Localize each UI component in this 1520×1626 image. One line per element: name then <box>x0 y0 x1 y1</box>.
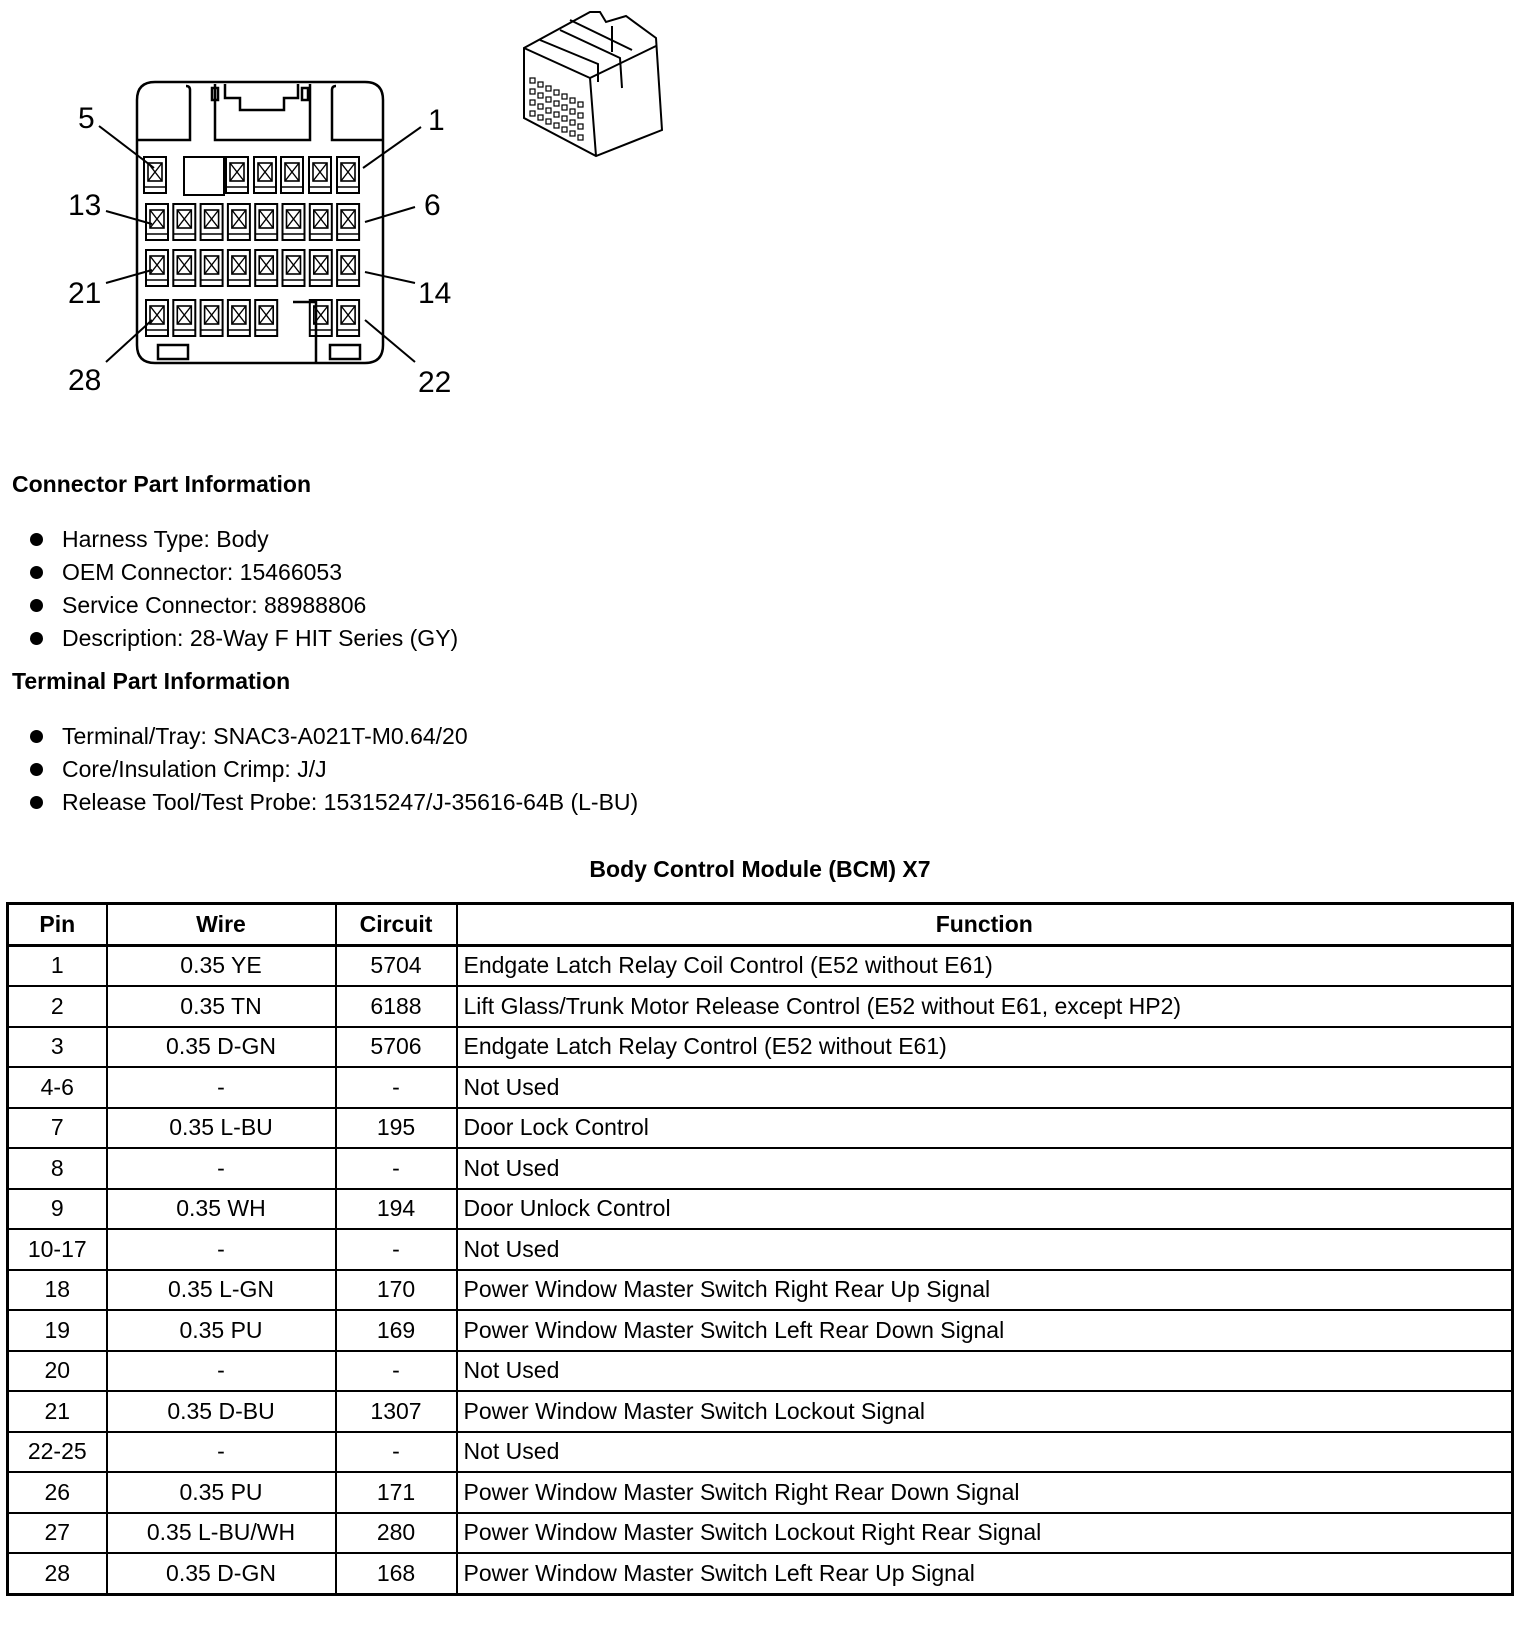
list-item <box>30 523 458 556</box>
iso-pin-cavity <box>530 78 535 83</box>
iso-pin-cavity <box>530 100 535 105</box>
iso-pin-cavity <box>530 111 535 116</box>
crimp-text: Core/Insulation Crimp: J/J <box>62 756 327 782</box>
iso-pin-cavity <box>538 115 543 120</box>
bullet-icon <box>30 533 43 546</box>
function-cell: Power Window Master Switch Right Rear Up Signal <box>457 1270 1513 1311</box>
iso-pin-cavity <box>554 90 559 95</box>
wire-cell: 0.35 WH <box>107 1189 336 1230</box>
pin-cell: 3 <box>8 1027 107 1068</box>
terminal-cavity <box>310 250 332 286</box>
function-cell: Not Used <box>457 1351 1513 1392</box>
wire-cell: - <box>107 1351 336 1392</box>
iso-pin-cavity <box>546 97 551 102</box>
function-cell: Power Window Master Switch Lockout Right Rear Signal <box>457 1513 1513 1554</box>
circuit-cell: 169 <box>336 1310 457 1351</box>
iso-pin-cavity <box>562 127 567 132</box>
callout-pin-1: 1 <box>428 104 445 137</box>
function-cell: Door Unlock Control <box>457 1189 1513 1230</box>
header-function: Function <box>457 904 1513 946</box>
terminal-cavity <box>337 157 359 193</box>
circuit-cell: - <box>336 1351 457 1392</box>
function-cell: Not Used <box>457 1229 1513 1270</box>
pin-cell: 1 <box>8 945 107 986</box>
function-cell: Power Window Master Switch Lockout Signal <box>457 1391 1513 1432</box>
iso-pin-cavity <box>546 119 551 124</box>
iso-pin-cavity <box>562 94 567 99</box>
circuit-cell: 5704 <box>336 945 457 986</box>
wire-cell: 0.35 PU <box>107 1310 336 1351</box>
pin-cell: 4-6 <box>8 1067 107 1108</box>
terminal-cavity <box>283 250 305 286</box>
iso-pin-cavity <box>562 116 567 121</box>
callout-pin-13: 13 <box>68 189 102 222</box>
table-row <box>8 1229 1513 1270</box>
iso-pin-cavity <box>570 131 575 136</box>
pin-cell: 27 <box>8 1513 107 1554</box>
pin-cell: 18 <box>8 1270 107 1311</box>
iso-pin-cavity <box>538 93 543 98</box>
terminal-cavities <box>144 157 359 336</box>
terminal-cavity <box>173 300 195 336</box>
pin-cell: 28 <box>8 1553 107 1594</box>
connector-part-info-list <box>30 523 458 655</box>
oem-connector-text: OEM Connector: 15466053 <box>62 559 343 585</box>
wire-cell: - <box>107 1148 336 1189</box>
circuit-cell: 280 <box>336 1513 457 1554</box>
iso-pin-cavity <box>570 120 575 125</box>
table-row <box>8 986 1513 1027</box>
table-row <box>8 1067 1513 1108</box>
circuit-cell: 194 <box>336 1189 457 1230</box>
wire-cell: 0.35 PU <box>107 1472 336 1513</box>
table-row <box>8 1148 1513 1189</box>
circuit-cell: - <box>336 1432 457 1473</box>
terminal-cavity <box>255 300 277 336</box>
table-row <box>8 1189 1513 1230</box>
iso-pin-cavity <box>554 123 559 128</box>
circuit-cell: 171 <box>336 1472 457 1513</box>
pin-cell: 2 <box>8 986 107 1027</box>
function-cell: Not Used <box>457 1067 1513 1108</box>
table-row <box>8 1108 1513 1149</box>
harness-type-text: Harness Type: Body <box>62 526 269 552</box>
wire-cell: 0.35 TN <box>107 986 336 1027</box>
function-cell: Power Window Master Switch Left Rear Down Signal <box>457 1310 1513 1351</box>
terminal-cavity <box>254 157 276 193</box>
pinout-table-caption: Body Control Module (BCM) X7 <box>589 856 931 882</box>
table-row <box>8 1513 1513 1554</box>
wire-cell: 0.35 YE <box>107 945 336 986</box>
terminal-cavity <box>310 204 332 240</box>
terminal-cavity <box>173 204 195 240</box>
pin-cell: 10-17 <box>8 1229 107 1270</box>
iso-pin-cavity <box>554 101 559 106</box>
list-item <box>30 786 638 819</box>
iso-pin-cavity <box>562 105 567 110</box>
function-cell: Not Used <box>457 1148 1513 1189</box>
bullet-icon <box>30 566 43 579</box>
callout-leaders <box>99 126 421 362</box>
wire-cell: 0.35 D-GN <box>107 1027 336 1068</box>
callout-pin-22: 22 <box>418 366 452 399</box>
bullet-icon <box>30 599 43 612</box>
connector-isometric-view <box>524 12 662 156</box>
connector-face-diagram <box>0 0 700 420</box>
bullet-icon <box>30 730 43 743</box>
circuit-cell: - <box>336 1067 457 1108</box>
wire-cell: 0.35 D-BU <box>107 1391 336 1432</box>
callout-pin-6: 6 <box>424 189 441 222</box>
pin-cell: 26 <box>8 1472 107 1513</box>
bullet-icon <box>30 763 43 776</box>
bullet-icon <box>30 632 43 645</box>
release-tool-text: Release Tool/Test Probe: 15315247/J-35616-64B (L-BU) <box>62 789 639 815</box>
circuit-cell: 6188 <box>336 986 457 1027</box>
table-row <box>8 1310 1513 1351</box>
pinout-table <box>6 902 1514 1596</box>
table-row <box>8 1553 1513 1594</box>
callout-pin-5: 5 <box>78 102 95 135</box>
connector-part-info-title: Connector Part Information <box>12 471 312 497</box>
description-text: Description: 28-Way F HIT Series (GY) <box>62 625 459 651</box>
iso-pin-cavity <box>578 124 583 129</box>
callout-pin-28: 28 <box>68 364 102 397</box>
function-cell: Power Window Master Switch Left Rear Up Signal <box>457 1553 1513 1594</box>
terminal-cavity <box>309 157 331 193</box>
function-cell: Power Window Master Switch Right Rear Down Signal <box>457 1472 1513 1513</box>
pin-cell: 8 <box>8 1148 107 1189</box>
terminal-cavity <box>310 300 332 336</box>
wire-cell: - <box>107 1067 336 1108</box>
circuit-cell: - <box>336 1229 457 1270</box>
list-item <box>30 720 638 753</box>
terminal-cavity <box>255 204 277 240</box>
bullet-icon <box>30 796 43 809</box>
iso-pin-cavity <box>546 86 551 91</box>
terminal-cavity <box>281 157 303 193</box>
terminal-cavity <box>146 204 168 240</box>
iso-pin-cavity <box>546 108 551 113</box>
wire-cell: 0.35 L-BU <box>107 1108 336 1149</box>
function-cell: Not Used <box>457 1432 1513 1473</box>
pin-cell: 22-25 <box>8 1432 107 1473</box>
function-cell: Endgate Latch Relay Coil Control (E52 without E61) <box>457 945 1513 986</box>
wire-cell: - <box>107 1229 336 1270</box>
callout-pin-14: 14 <box>418 277 452 310</box>
iso-pin-cavity <box>538 104 543 109</box>
terminal-cavity <box>201 250 223 286</box>
pin-cell: 7 <box>8 1108 107 1149</box>
blank-cavity <box>184 157 224 195</box>
iso-pin-cavity <box>578 135 583 140</box>
terminal-cavity <box>337 204 359 240</box>
list-item <box>30 622 458 655</box>
table-row <box>8 1027 1513 1068</box>
table-header-row <box>8 904 1513 946</box>
iso-pin-cavity <box>538 82 543 87</box>
terminal-cavity <box>201 300 223 336</box>
iso-pin-cavity <box>578 102 583 107</box>
terminal-cavity <box>255 250 277 286</box>
function-cell: Endgate Latch Relay Control (E52 without E61) <box>457 1027 1513 1068</box>
table-row <box>8 945 1513 986</box>
terminal-cavity <box>228 204 250 240</box>
terminal-cavity <box>146 300 168 336</box>
terminal-part-info-list <box>30 720 638 819</box>
wire-cell: 0.35 L-GN <box>107 1270 336 1311</box>
terminal-part-info-title: Terminal Part Information <box>12 668 291 694</box>
circuit-cell: 1307 <box>336 1391 457 1432</box>
table-row <box>8 1472 1513 1513</box>
terminal-cavity <box>146 250 168 286</box>
terminal-cavity <box>228 250 250 286</box>
iso-pin-cavity <box>578 113 583 118</box>
list-item <box>30 753 638 786</box>
header-circuit: Circuit <box>336 904 457 946</box>
circuit-cell: 195 <box>336 1108 457 1149</box>
circuit-cell: - <box>336 1148 457 1189</box>
service-connector-text: Service Connector: 88988806 <box>62 592 367 618</box>
table-row <box>8 1432 1513 1473</box>
terminal-cavity <box>228 300 250 336</box>
function-cell: Lift Glass/Trunk Motor Release Control (E52 without E61, except HP2) <box>457 986 1513 1027</box>
pin-cell: 20 <box>8 1351 107 1392</box>
terminal-cavity <box>337 300 359 336</box>
table-row <box>8 1270 1513 1311</box>
terminal-cavity <box>173 250 195 286</box>
circuit-cell: 168 <box>336 1553 457 1594</box>
wire-cell: 0.35 L-BU/WH <box>107 1513 336 1554</box>
callout-pin-21: 21 <box>68 277 102 310</box>
terminal-cavity <box>337 250 359 286</box>
iso-pin-cavity <box>570 98 575 103</box>
pin-cell: 19 <box>8 1310 107 1351</box>
list-item <box>30 589 458 622</box>
circuit-cell: 170 <box>336 1270 457 1311</box>
circuit-cell: 5706 <box>336 1027 457 1068</box>
iso-pin-cavity <box>530 89 535 94</box>
iso-pin-cavity <box>570 109 575 114</box>
table-row <box>8 1351 1513 1392</box>
iso-pin-cavity <box>554 112 559 117</box>
table-row <box>8 1391 1513 1432</box>
terminal-tray-text: Terminal/Tray: SNAC3-A021T-M0.64/20 <box>62 723 468 749</box>
pin-cell: 9 <box>8 1189 107 1230</box>
terminal-cavity <box>283 204 305 240</box>
header-wire: Wire <box>107 904 336 946</box>
wire-cell: - <box>107 1432 336 1473</box>
terminal-cavity <box>226 157 248 193</box>
list-item <box>30 556 458 589</box>
terminal-cavity <box>201 204 223 240</box>
header-pin: Pin <box>8 904 107 946</box>
function-cell: Door Lock Control <box>457 1108 1513 1149</box>
pin-cell: 21 <box>8 1391 107 1432</box>
wire-cell: 0.35 D-GN <box>107 1553 336 1594</box>
